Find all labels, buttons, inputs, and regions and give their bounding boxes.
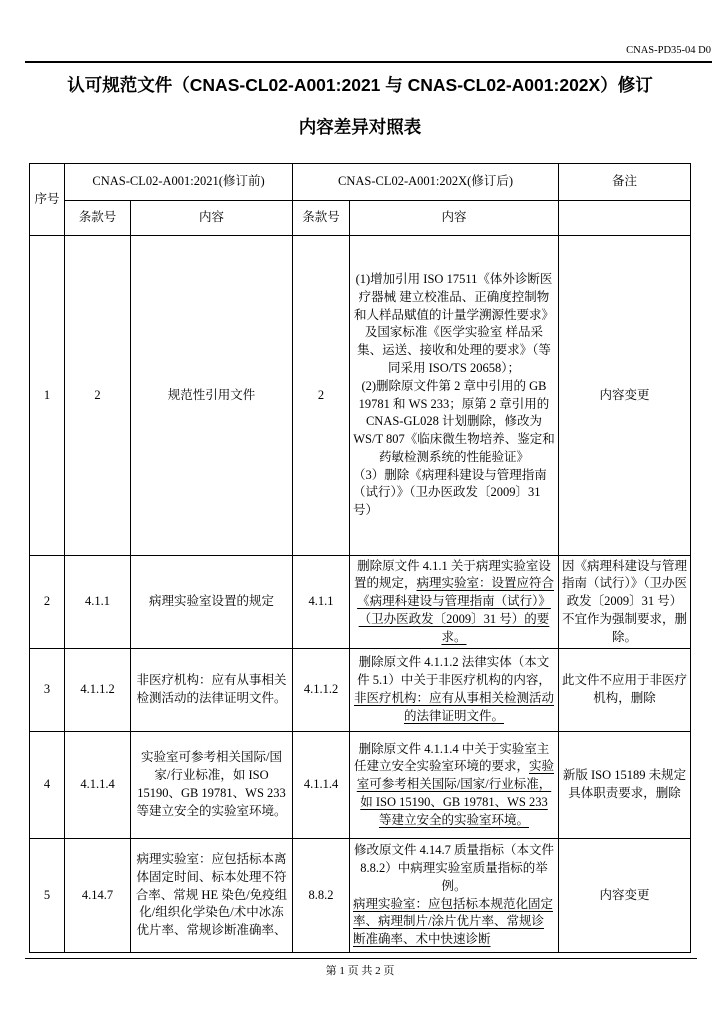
cell-paragraph bbox=[68, 681, 127, 699]
cell-seq bbox=[30, 649, 65, 732]
cell-before-content bbox=[131, 732, 293, 839]
cell-remark bbox=[559, 732, 691, 839]
plain-text: 4.1.1 bbox=[308, 594, 334, 609]
plain-text: (1)增加引用 ISO 17511《体外诊断医疗器械 建立校准品、正确度控制物和人样品赋值的计量学溯源性要求》及国家标准《医学实验室 样品采集、运送、接收和处理的要求》（等同采用 ISO/TS 20658）； bbox=[353, 271, 554, 375]
underlined-text: 实验室可参考相关国际/国家/行业标准，如 ISO 15190、GB 19781、WS 233 等建立安全的实验室环境。 bbox=[356, 759, 555, 827]
cell-before-clause bbox=[65, 839, 131, 953]
table-header-row-2 bbox=[30, 201, 691, 236]
plain-text: (2)删除原文件第 2 章中引用的 GB 19781 和 WS 233；原第 2 章引用的 CNAS-GL028 计划删除，修改为 WS/T 807《临床微生物培养、鉴定和药敏检测系统的性能验证》 bbox=[353, 378, 555, 464]
plain-text: 实验室可参考相关国际/国家/行业标准，如 ISO 15190、GB 19781、WS 233 等建立安全的实验室环境。 bbox=[136, 750, 287, 818]
header-after-clause: 条款号 bbox=[293, 201, 350, 236]
header-after-content: 内容 bbox=[350, 201, 559, 236]
cell-after-content bbox=[350, 236, 559, 556]
cell-paragraph bbox=[296, 887, 346, 905]
plain-text: 内容变更 bbox=[599, 387, 650, 402]
cell-remark bbox=[559, 236, 691, 556]
cell-before-content bbox=[131, 236, 293, 556]
header-after-group: CNAS-CL02-A001:202X(修订后) bbox=[293, 164, 559, 201]
cell-paragraph bbox=[353, 741, 555, 830]
cell-paragraph bbox=[562, 672, 687, 708]
plain-text: 删除原文件 4.1.1.2 法律实体（本文件 5.1）中关于非医疗机构的内容， bbox=[357, 655, 551, 688]
plain-text: 2 bbox=[43, 594, 51, 609]
plain-text: 删除原文件 4.1.1 关于病理实验室设置的规定， bbox=[353, 558, 551, 591]
plain-text: 非医疗机构：应有从事相关检测活动的法律证明文件。 bbox=[136, 673, 287, 705]
cell-after-clause bbox=[293, 839, 350, 953]
table-row bbox=[30, 732, 691, 839]
plain-text: （3）删除《病理科建设与管理指南（试行）》（卫办医政发〔2009〕31 号） bbox=[353, 467, 547, 518]
cell-paragraph bbox=[296, 593, 346, 611]
plain-text: 4.1.1.4 bbox=[80, 777, 115, 792]
cell-paragraph bbox=[562, 558, 687, 647]
cell-before-clause bbox=[65, 236, 131, 556]
header-before-group: CNAS-CL02-A001:2021(修订前) bbox=[65, 164, 293, 201]
plain-text: 2 bbox=[317, 387, 325, 402]
cell-seq bbox=[30, 839, 65, 953]
cell-paragraph bbox=[134, 387, 289, 405]
cell-paragraph bbox=[33, 387, 61, 405]
plain-text: 5 bbox=[43, 887, 51, 902]
table-row bbox=[30, 839, 691, 953]
cell-before-clause bbox=[65, 732, 131, 839]
cell-paragraph bbox=[562, 767, 687, 803]
cell-after-content bbox=[350, 839, 559, 953]
plain-text: 4.1.1.2 bbox=[80, 682, 115, 697]
table-row bbox=[30, 649, 691, 732]
table-row bbox=[30, 236, 691, 556]
cell-paragraph bbox=[562, 887, 687, 905]
cell-paragraph bbox=[296, 387, 346, 405]
cell-before-clause bbox=[65, 556, 131, 649]
cell-after-clause bbox=[293, 236, 350, 556]
cell-after-clause bbox=[293, 556, 350, 649]
plain-text: 2 bbox=[94, 387, 101, 402]
cell-before-content bbox=[131, 839, 293, 953]
cell-paragraph bbox=[353, 467, 555, 520]
cell-before-content bbox=[131, 649, 293, 732]
plain-text: 内容变更 bbox=[599, 887, 650, 902]
cell-seq bbox=[30, 556, 65, 649]
plain-text: 8.8.2 bbox=[308, 887, 334, 902]
page-title-line2: 内容差异对照表 bbox=[298, 117, 422, 137]
cell-remark bbox=[559, 649, 691, 732]
header-before-clause: 条款号 bbox=[65, 201, 131, 236]
table-body bbox=[30, 236, 691, 953]
plain-text: 4.1.1.2 bbox=[303, 682, 339, 697]
header-remark-empty bbox=[559, 201, 691, 236]
cell-after-clause bbox=[293, 732, 350, 839]
cell-paragraph bbox=[296, 776, 346, 794]
plain-text: 修改原文件 4.14.7 质量指标（本文件 8.8.2）中病理实验室质量指标的举例。 bbox=[353, 843, 554, 893]
plain-text: 3 bbox=[43, 682, 51, 697]
header-before-content: 内容 bbox=[131, 201, 293, 236]
header-rule bbox=[25, 61, 712, 63]
table-header-row-1 bbox=[30, 164, 691, 201]
underlined-text: 非医疗机构：应有从事相关检测活动的法律证明文件。 bbox=[353, 691, 554, 723]
cell-paragraph bbox=[296, 681, 346, 699]
cell-paragraph bbox=[353, 896, 555, 949]
cell-paragraph bbox=[134, 851, 289, 940]
cell-paragraph bbox=[68, 776, 127, 794]
underlined-text: 病理实验室：设置应符合《病理科建设与管理指南（试行）》（卫办医政发〔2009〕31 号）的要求。 bbox=[357, 576, 555, 644]
cell-seq bbox=[30, 732, 65, 839]
cell-after-content bbox=[350, 556, 559, 649]
cell-remark bbox=[559, 556, 691, 649]
cell-paragraph bbox=[68, 887, 127, 905]
cell-after-clause bbox=[293, 649, 350, 732]
plain-text: 新版 ISO 15189 未规定具体职责要求，删除 bbox=[562, 768, 687, 800]
cell-paragraph bbox=[33, 593, 61, 611]
plain-text: 删除原文件 4.1.1.4 中关于实验室主任建立安全实验室环境的要求， bbox=[353, 741, 550, 774]
footer-rule bbox=[25, 958, 697, 959]
plain-text: 规范性引用文件 bbox=[167, 387, 256, 402]
cell-paragraph bbox=[353, 842, 555, 895]
cell-paragraph bbox=[353, 558, 555, 647]
cell-after-content bbox=[350, 649, 559, 732]
plain-text: 病理实验室：应包括标本离体固定时间、标本处理不符合率、常规 HE 染色/免疫组化/组织化学染色/术中冰冻优片率、常规诊断准确率、 bbox=[135, 852, 288, 938]
cell-paragraph bbox=[134, 749, 289, 820]
cell-paragraph bbox=[134, 593, 289, 611]
cell-remark bbox=[559, 839, 691, 953]
cell-paragraph bbox=[353, 654, 555, 725]
cell-paragraph bbox=[134, 672, 289, 708]
cell-paragraph bbox=[33, 681, 61, 699]
cell-paragraph bbox=[68, 387, 127, 405]
cell-paragraph bbox=[33, 887, 61, 905]
cell-paragraph bbox=[562, 387, 687, 405]
cell-paragraph bbox=[353, 271, 555, 378]
plain-text: 此文件不应用于非医疗机构，删除 bbox=[562, 673, 688, 705]
cell-paragraph bbox=[33, 776, 61, 794]
doc-code: CNAS-PD35-04 D0 bbox=[626, 45, 711, 56]
plain-text: 1 bbox=[43, 387, 51, 402]
cell-before-clause bbox=[65, 649, 131, 732]
cell-paragraph bbox=[353, 378, 555, 467]
header-index: 序号 bbox=[30, 164, 65, 236]
underlined-text: 病理实验室：应包括标本规范化固定率、病理制片/涂片优片率、常规诊断准确率、术中快速诊断 bbox=[353, 896, 554, 947]
plain-text: 4.1.1.4 bbox=[303, 777, 339, 792]
plain-text: 4 bbox=[43, 777, 51, 792]
plain-text: 因《病理科建设与管理指南（试行）》（卫办医政发〔2009〕31 号）不宜作为强制要求，删除。 bbox=[562, 558, 688, 644]
plain-text: 病理实验室设置的规定 bbox=[148, 594, 274, 609]
plain-text: 4.1.1 bbox=[85, 594, 110, 609]
cell-after-content bbox=[350, 732, 559, 839]
page-title-line1: 认可规范文件（CNAS-CL02-A001:2021 与 CNAS-CL02-A001:202X）修订 bbox=[67, 75, 653, 95]
page-number: 第 1 页 共 2 页 bbox=[325, 965, 395, 977]
plain-text: 4.14.7 bbox=[81, 887, 114, 902]
header-remark: 备注 bbox=[559, 164, 691, 201]
cell-seq bbox=[30, 236, 65, 556]
comparison-table bbox=[29, 163, 691, 953]
cell-paragraph bbox=[68, 593, 127, 611]
cell-before-content bbox=[131, 556, 293, 649]
table-row bbox=[30, 556, 691, 649]
